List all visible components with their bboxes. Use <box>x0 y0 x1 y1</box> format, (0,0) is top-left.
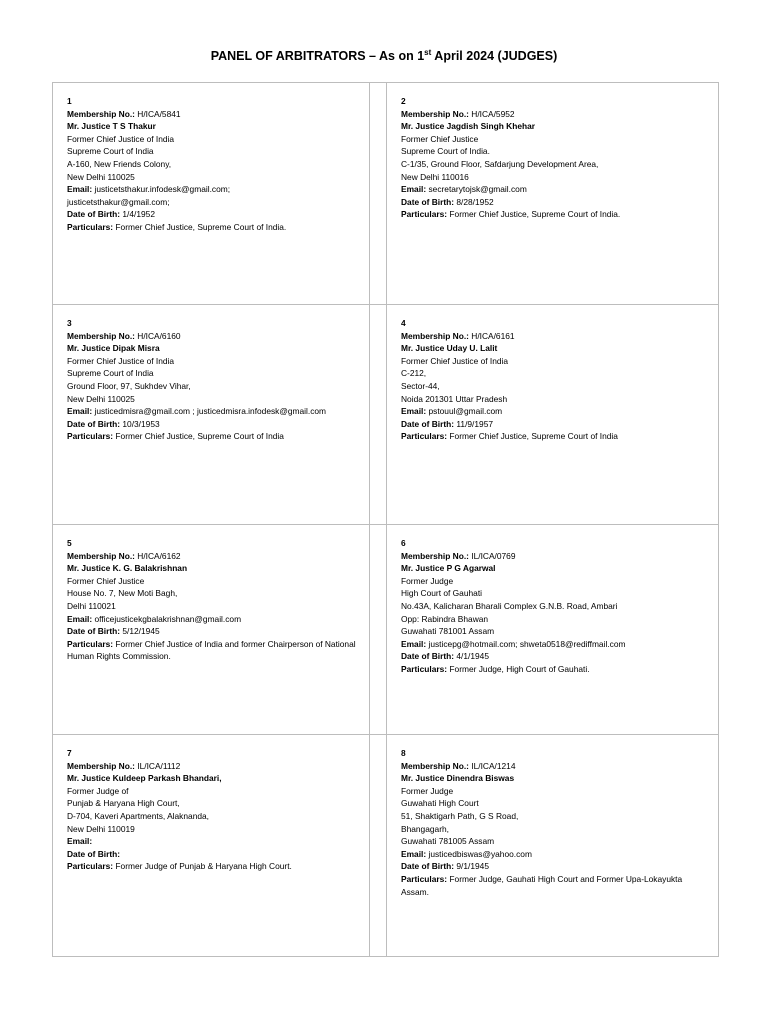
membership-no-label: Membership No.: <box>401 760 469 771</box>
particulars-label: Particulars: <box>67 431 114 442</box>
address-line: C-212, <box>401 368 427 379</box>
particulars-label: Particulars: <box>67 638 114 649</box>
address-line: House No. 7, New Moti Bagh, <box>67 588 178 599</box>
address-line: Supreme Court of India <box>67 368 154 379</box>
particulars <box>67 430 361 443</box>
address-line: Former Chief Justice <box>401 133 479 144</box>
date-of-birth-label: Date of Birth: <box>401 651 455 662</box>
email-value: justicedbiswas@yahoo.com <box>426 848 532 859</box>
email-value: justicetsthakur.infodesk@gmail.com; <box>92 184 231 195</box>
date-of-birth-value: 10/3/1953 <box>120 418 160 429</box>
membership-no-value: IL/ICA/1214 <box>468 760 516 771</box>
particulars <box>67 638 361 663</box>
email-label: Email: <box>401 638 427 649</box>
page-title-sup: st <box>424 48 432 57</box>
particulars-label: Particulars: <box>67 221 114 232</box>
date-of-birth-label: Date of Birth: <box>401 861 455 872</box>
date-of-birth-value: 11/9/1957 <box>454 418 494 429</box>
email-value: justicepg@hotmail.com; shweta0518@rediffmail.com <box>426 638 626 649</box>
email-label: Email: <box>401 184 427 195</box>
membership-no-value: IL/ICA/1112 <box>134 760 181 771</box>
entry-number: 4 <box>401 318 406 328</box>
email-label: Email: <box>401 406 427 417</box>
email <box>67 835 361 848</box>
email-label: Email: <box>67 184 93 195</box>
particulars <box>67 860 361 873</box>
email <box>67 405 361 418</box>
date-of-birth-label: Date of Birth: <box>67 418 121 429</box>
address-line: D-704, Kaveri Apartments, Alaknanda, <box>67 810 209 821</box>
arbitrator-name: Mr. Justice T S Thakur <box>67 121 156 132</box>
page-title <box>0 48 768 63</box>
address-line: Former Chief Justice of India <box>67 133 175 144</box>
particulars-value: Former Chief Justice, Supreme Court of India. <box>447 209 621 220</box>
date-of-birth-label: Date of Birth: <box>67 209 121 220</box>
address-line: New Delhi 110025 <box>67 393 135 404</box>
email-value: officejusticekgbalakrishnan@gmail.com <box>92 613 242 624</box>
particulars <box>401 208 710 221</box>
arbitrator-card <box>53 83 370 305</box>
email-value: justicedmisra@gmail.com ; justicedmisra.infodesk@gmail.com <box>92 406 327 417</box>
address-line: Delhi 110021 <box>67 600 116 611</box>
particulars-label: Particulars: <box>401 209 448 220</box>
table-row <box>53 735 719 957</box>
date-of-birth-value: 5/12/1945 <box>120 626 160 637</box>
membership-no-label: Membership No.: <box>401 330 469 341</box>
email <box>67 613 361 626</box>
date-of-birth-value: 1/4/1952 <box>120 209 155 220</box>
date-of-birth-value: 9/1/1945 <box>454 861 489 872</box>
address-line: Former Chief Justice of India <box>67 355 175 366</box>
address-line: Punjab & Haryana High Court, <box>67 798 180 809</box>
particulars <box>67 221 361 234</box>
address-line: 51, Shaktigarh Path, G S Road, <box>401 810 519 821</box>
membership-no-label: Membership No.: <box>67 108 135 119</box>
arbitrator-name: Mr. Justice Dipak Misra <box>67 343 160 354</box>
date-of-birth-label: Date of Birth: <box>401 196 455 207</box>
email-label: Email: <box>67 406 93 417</box>
date-of-birth-label: Date of Birth: <box>67 626 121 637</box>
address-line: Former Judge <box>401 785 454 796</box>
table-row <box>53 525 719 735</box>
email-value: secretarytojsk@gmail.com <box>426 184 527 195</box>
entry-number: 6 <box>401 538 406 548</box>
email <box>401 405 710 418</box>
email <box>401 638 710 651</box>
address-line: Former Chief Justice of India <box>401 355 509 366</box>
arbitrator-card <box>387 525 719 735</box>
arbitrator-card <box>53 525 370 735</box>
entry-number: 3 <box>67 318 72 328</box>
membership-no <box>67 760 361 773</box>
particulars <box>401 663 710 676</box>
gap-column <box>370 525 387 735</box>
entry-number: 1 <box>67 96 72 106</box>
particulars <box>401 430 710 443</box>
particulars-label: Particulars: <box>67 861 114 872</box>
table-row <box>53 305 719 525</box>
date-of-birth <box>67 848 361 861</box>
arbitrator-name: Mr. Justice P G Agarwal <box>401 563 496 574</box>
membership-no <box>67 108 361 121</box>
particulars-value: Former Chief Justice, Supreme Court of India <box>447 431 618 442</box>
address-line: Guwahati 781001 Assam <box>401 626 495 637</box>
arbitrator-card <box>387 83 719 305</box>
address-line: A-160, New Friends Colony, <box>67 158 172 169</box>
membership-no <box>401 108 710 121</box>
date-of-birth <box>401 418 710 431</box>
membership-no-value: H/ICA/5841 <box>134 108 181 119</box>
gap-column <box>370 83 387 305</box>
address-line: Ground Floor, 97, Sukhdev Vihar, <box>67 380 191 391</box>
email-label: Email: <box>67 836 93 847</box>
entry-number: 5 <box>67 538 72 548</box>
address-line: Noida 201301 Uttar Pradesh <box>401 393 508 404</box>
email <box>401 183 710 196</box>
membership-no-value: H/ICA/5952 <box>468 108 515 119</box>
membership-no <box>67 550 361 563</box>
gap-column <box>370 305 387 525</box>
address-line: C-1/35, Ground Floor, Safdarjung Development Area, <box>401 158 599 169</box>
arbitrator-name: Mr. Justice Uday U. Lalit <box>401 343 498 354</box>
membership-no-label: Membership No.: <box>401 550 469 561</box>
arbitrators-table <box>52 82 719 957</box>
address-line: Opp: Rabindra Bhawan <box>401 613 489 624</box>
particulars-value: Former Chief Justice of India and former Chairperson of National Human Rights Commission. <box>67 638 356 662</box>
arbitrator-card <box>53 735 370 957</box>
particulars-value: Former Chief Justice, Supreme Court of India. <box>113 221 287 232</box>
address-line: Guwahati High Court <box>401 798 479 809</box>
entry-number: 8 <box>401 748 406 758</box>
membership-no-label: Membership No.: <box>401 108 469 119</box>
particulars-label: Particulars: <box>401 663 448 674</box>
arbitrator-card <box>387 735 719 957</box>
entry-number: 2 <box>401 96 406 106</box>
address-line: Supreme Court of India <box>67 146 154 157</box>
address-line: New Delhi 110019 <box>67 823 135 834</box>
date-of-birth <box>67 418 361 431</box>
table-row <box>53 83 719 305</box>
particulars-label: Particulars: <box>401 431 448 442</box>
address-line: No.43A, Kalicharan Bharali Complex G.N.B. Road, Ambari <box>401 600 618 611</box>
address-line: Supreme Court of India. <box>401 146 490 157</box>
address-line: Sector-44, <box>401 380 440 391</box>
date-of-birth-label: Date of Birth: <box>67 848 121 859</box>
address-line: New Delhi 110025 <box>67 171 135 182</box>
membership-no <box>401 760 710 773</box>
membership-no <box>67 330 361 343</box>
date-of-birth-value: 4/1/1945 <box>454 651 489 662</box>
arbitrator-name: Mr. Justice K. G. Balakrishnan <box>67 563 188 574</box>
address-line: Guwahati 781005 Assam <box>401 836 495 847</box>
gap-column <box>370 735 387 957</box>
membership-no-value: H/ICA/6160 <box>134 330 181 341</box>
arbitrator-card <box>53 305 370 525</box>
membership-no-label: Membership No.: <box>67 330 135 341</box>
membership-no <box>401 550 710 563</box>
entry-number: 7 <box>67 748 72 758</box>
particulars-value: Former Judge, Gauhati High Court and Former Upa-Lokayukta Assam. <box>401 873 683 897</box>
address-line: Former Chief Justice <box>67 575 145 586</box>
address-line: High Court of Gauhati <box>401 588 483 599</box>
page-title-prefix: PANEL OF ARBITRATORS – As on 1 <box>210 49 425 64</box>
email <box>67 183 361 196</box>
particulars-value: Former Judge, High Court of Gauhati. <box>447 663 590 674</box>
particulars <box>401 873 710 898</box>
date-of-birth <box>401 650 710 663</box>
membership-no-value: IL/ICA/0769 <box>468 550 516 561</box>
particulars-value: Former Chief Justice, Supreme Court of India <box>113 431 284 442</box>
arbitrator-card <box>387 305 719 525</box>
arbitrator-name: Mr. Justice Kuldeep Parkash Bhandari, <box>67 773 222 784</box>
date-of-birth-label: Date of Birth: <box>401 418 455 429</box>
arbitrator-name: Mr. Justice Dinendra Biswas <box>401 773 515 784</box>
arbitrator-name: Mr. Justice Jagdish Singh Khehar <box>401 121 536 132</box>
particulars-label: Particulars: <box>401 873 448 884</box>
membership-no-label: Membership No.: <box>67 760 135 771</box>
date-of-birth <box>67 208 361 221</box>
email-label: Email: <box>67 613 93 624</box>
membership-no-value: H/ICA/6161 <box>468 330 515 341</box>
date-of-birth <box>67 625 361 638</box>
address-line: Former Judge of <box>67 785 129 796</box>
address-line: Former Judge <box>401 575 454 586</box>
membership-no-value: H/ICA/6162 <box>134 550 181 561</box>
date-of-birth-value: 8/28/1952 <box>454 196 494 207</box>
address-line: Bhangagarh, <box>401 823 449 834</box>
address-line: New Delhi 110016 <box>401 171 469 182</box>
page-title-suffix: April 2024 (JUDGES) <box>431 49 558 64</box>
membership-no <box>401 330 710 343</box>
particulars-value: Former Judge of Punjab & Haryana High Court. <box>113 861 292 872</box>
email <box>401 848 710 861</box>
email-continued: justicetsthakur@gmail.com; <box>67 196 170 207</box>
membership-no-label: Membership No.: <box>67 550 135 561</box>
email-label: Email: <box>401 848 427 859</box>
date-of-birth <box>401 860 710 873</box>
email-value: pstouul@gmail.com <box>426 406 503 417</box>
date-of-birth <box>401 196 710 209</box>
